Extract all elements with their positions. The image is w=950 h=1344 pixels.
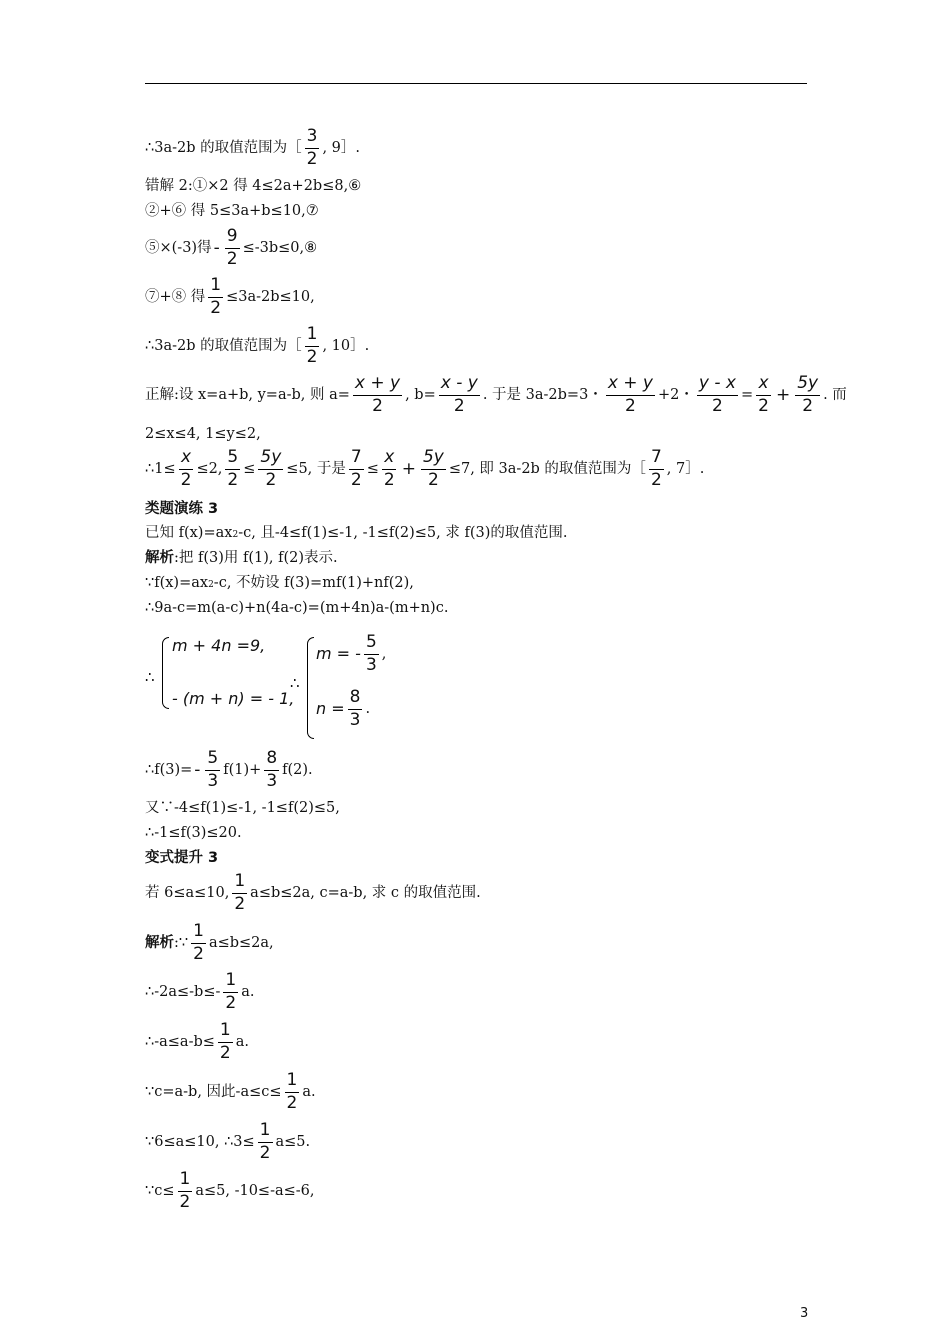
line-f3-expression: [145, 750, 313, 791]
analysis-label: 解析: [145, 550, 174, 566]
line-sum-7-8: [145, 277, 315, 318]
plus-sign: +: [401, 458, 416, 479]
line-problem: [145, 524, 568, 542]
line-problem-2: [145, 873, 481, 914]
text: , b=: [405, 387, 436, 404]
text: ≤5, 于是: [286, 461, 346, 478]
text: ⑤×(-3)得: [145, 240, 212, 257]
text: ∴-1≤f(3)≤20.: [145, 825, 242, 841]
fraction: [606, 375, 655, 416]
section-heading: [145, 849, 218, 867]
text: a.: [302, 1084, 316, 1101]
numerator: 5: [364, 634, 379, 655]
fraction: [191, 923, 206, 964]
text: ∴3a-2b 的取值范围为［: [145, 140, 302, 157]
denominator: 2: [265, 469, 277, 490]
fraction: [264, 750, 279, 791]
numerator: 1: [178, 1171, 193, 1192]
numerator: 1: [223, 972, 238, 993]
line-expand: [145, 599, 448, 617]
text: ∵c≤: [145, 1183, 175, 1200]
text: 2≤x≤4, 1≤y≤2,: [145, 426, 261, 442]
line-final-range: [145, 449, 704, 490]
text: ∴3a-2b 的取值范围为［: [145, 338, 302, 355]
numerator: 9: [225, 228, 240, 249]
denominator: 2: [219, 1042, 231, 1063]
denominator: 2: [226, 248, 238, 269]
line-analysis-2: [145, 923, 274, 964]
numerator: 5y: [795, 375, 820, 396]
text: :把 f(3)用 f(1), f(2)表示.: [174, 550, 338, 566]
text: m = -: [316, 644, 361, 664]
superscript: 2: [208, 580, 214, 590]
fraction: [258, 449, 283, 490]
text: ∵6≤a≤10, ∴3≤: [145, 1134, 255, 1151]
line-correct-solution: [145, 375, 847, 416]
fraction: [305, 128, 320, 169]
denominator: 2: [453, 395, 465, 416]
numerator: 5: [205, 750, 220, 771]
numerator: 8: [264, 750, 279, 771]
left-brace: [307, 637, 314, 739]
line-step: [145, 1022, 249, 1063]
denominator: 2: [758, 395, 769, 416]
text: , 9］.: [322, 140, 361, 157]
fraction: [178, 1171, 193, 1212]
denominator: 2: [306, 148, 318, 169]
text: . 而: [823, 387, 847, 404]
fraction: [225, 228, 240, 269]
denominator: 2: [180, 469, 192, 490]
denominator: 2: [383, 469, 395, 490]
denominator: 3: [207, 770, 219, 791]
numerator: x - y: [439, 375, 480, 396]
text: 若 6≤a≤10,: [145, 885, 230, 902]
numerator: 3: [305, 128, 320, 149]
fraction: [649, 449, 664, 490]
text: a.: [241, 984, 255, 1001]
denominator: 2: [306, 346, 318, 367]
numerator: y - x: [697, 375, 738, 396]
numerator: x + y: [353, 375, 402, 396]
denominator: 2: [234, 893, 246, 914]
text: :∵: [174, 935, 189, 952]
line-analysis: [145, 549, 338, 567]
text: 已知 f(x)=ax: [145, 525, 233, 541]
text: a≤b≤2a, c=a-b, 求 c 的取值范围.: [250, 885, 481, 902]
numerator: x: [382, 449, 396, 470]
text: ∴-a≤a-b≤: [145, 1034, 215, 1051]
numerator: 1: [191, 923, 206, 944]
minus-sign: -: [194, 759, 201, 780]
fraction: [223, 972, 238, 1013]
denominator: 2: [712, 395, 723, 416]
equation: m + 4n =9,: [172, 636, 266, 655]
minus-sign: -: [213, 237, 220, 258]
text: ≤: [366, 461, 379, 478]
numerator: 1: [285, 1072, 300, 1093]
line-assume: [145, 574, 414, 592]
numerator: 1: [218, 1022, 233, 1043]
text: a≤5.: [275, 1134, 311, 1151]
section-heading: [145, 500, 218, 518]
denominator: 2: [350, 469, 362, 490]
left-brace: [162, 637, 169, 709]
text: , 7］.: [666, 461, 705, 478]
denominator: 2: [624, 395, 636, 416]
numerator: 1: [208, 277, 223, 298]
text: ≤7, 即 3a-2b 的取值范围为［: [448, 461, 646, 478]
line-wrong-solution-2: [145, 177, 361, 195]
text: ≤3a-2b≤10,: [226, 289, 315, 306]
denominator: 3: [266, 770, 278, 791]
denominator: 2: [427, 469, 439, 490]
denominator: 3: [349, 709, 361, 730]
text: 错解 2:①×2 得 4≤2a+2b≤8,⑥: [145, 178, 362, 194]
text: a.: [235, 1034, 249, 1051]
text: ≤: [243, 461, 256, 478]
therefore-symbol: ∴: [290, 674, 300, 692]
line-f3-range: [145, 824, 242, 842]
superscript: 2: [232, 530, 239, 540]
fraction: [697, 375, 738, 416]
equation: - (m + n) = - 1,: [172, 689, 295, 708]
fraction: [348, 689, 363, 730]
line-step-7: [145, 202, 319, 220]
text: , 10］.: [322, 338, 370, 355]
analysis-label: 解析: [145, 935, 174, 952]
heading-text: 类题演练 3: [145, 501, 219, 517]
numerator: 1: [258, 1122, 273, 1143]
page-number: 3: [800, 1306, 809, 1321]
line-xy-bounds: [145, 425, 261, 443]
text: -c, 不妨设 f(3)=mf(1)+nf(2),: [213, 575, 414, 591]
text: a≤5, -10≤-a≤-6,: [195, 1183, 315, 1200]
numerator: x: [179, 449, 193, 470]
fraction: [179, 449, 194, 490]
fraction: [382, 449, 397, 490]
numerator: 1: [232, 873, 247, 894]
line-range-3-2: [145, 128, 360, 169]
text: .: [365, 701, 371, 718]
text: f(2).: [282, 762, 313, 779]
line-step-8: [145, 228, 317, 269]
line-step: [145, 1072, 316, 1113]
denominator: 2: [179, 1191, 191, 1212]
text: n =: [316, 699, 345, 719]
text: ∵c=a-b, 因此-a≤c≤: [145, 1084, 282, 1101]
text: a≤b≤2a,: [208, 935, 274, 952]
therefore-symbol: ∴: [145, 668, 155, 686]
line-given-bounds: [145, 799, 340, 817]
text: ≤-3b≤0,⑧: [242, 240, 318, 257]
line-range-1-2: [145, 326, 369, 367]
fraction: [285, 1072, 300, 1113]
text: ∴9a-c=m(a-c)+n(4a-c)=(m+4n)a-(m+n)c.: [145, 600, 449, 616]
numerator: 1: [305, 326, 320, 347]
text: ∴1≤: [145, 461, 176, 478]
header-rule: [145, 83, 807, 84]
denominator: 2: [227, 469, 239, 490]
numerator: 8: [348, 689, 363, 710]
numerator: 5y: [421, 449, 446, 470]
text: ∵f(x)=ax: [145, 575, 209, 591]
denominator: 2: [225, 992, 237, 1013]
denominator: 2: [802, 395, 814, 416]
fraction: [353, 375, 402, 416]
numerator: 5: [225, 449, 240, 470]
heading-text: 变式提升 3: [145, 850, 219, 866]
fraction: [205, 750, 220, 791]
numerator: 7: [349, 449, 364, 470]
text: ≤2,: [196, 461, 223, 478]
denominator: 2: [259, 1142, 271, 1163]
denominator: 2: [286, 1092, 298, 1113]
denominator: 2: [372, 395, 383, 416]
fraction: [208, 277, 223, 318]
solution-m: [316, 634, 386, 675]
text: ,: [381, 646, 387, 663]
text: ⑦+⑧ 得: [145, 289, 206, 306]
line-step: [145, 972, 254, 1013]
text: 又∵-4≤f(1)≤-1, -1≤f(2)≤5,: [145, 800, 340, 816]
solution-n: [316, 689, 370, 730]
fraction: [795, 375, 820, 416]
line-step: [145, 1122, 310, 1163]
text: f(1)+: [223, 762, 262, 779]
text: =: [740, 387, 754, 404]
fraction: [349, 449, 364, 490]
denominator: 2: [210, 297, 222, 318]
denominator: 2: [193, 943, 204, 964]
fraction: [756, 375, 771, 416]
text: +2・: [658, 387, 694, 404]
numerator: 7: [649, 449, 664, 470]
text: 正解:设 x=a+b, y=a-b, 则 a=: [145, 387, 350, 404]
fraction: [439, 375, 480, 416]
fraction: [225, 449, 240, 490]
text: ②+⑥ 得 5≤3a+b≤10,⑦: [145, 203, 319, 219]
fraction: [364, 634, 379, 675]
denominator: 2: [650, 469, 662, 490]
fraction: [258, 1122, 273, 1163]
numerator: x: [756, 375, 770, 396]
text: ∴f(3)=: [145, 762, 193, 779]
text: -c, 且-4≤f(1)≤-1, -1≤f(2)≤5, 求 f(3)的取值范围.: [238, 525, 568, 541]
numerator: x + y: [606, 375, 655, 396]
fraction: [421, 449, 446, 490]
numerator: 5y: [258, 449, 283, 470]
fraction: [305, 326, 320, 367]
text: ∴-2a≤-b≤-: [145, 984, 221, 1001]
fraction: [232, 873, 247, 914]
fraction: [218, 1022, 233, 1063]
denominator: 3: [365, 654, 377, 675]
system-1: [172, 636, 294, 708]
text: . 于是 3a-2b=3・: [482, 387, 603, 404]
plus-sign: +: [775, 384, 791, 405]
line-step: [145, 1171, 315, 1212]
